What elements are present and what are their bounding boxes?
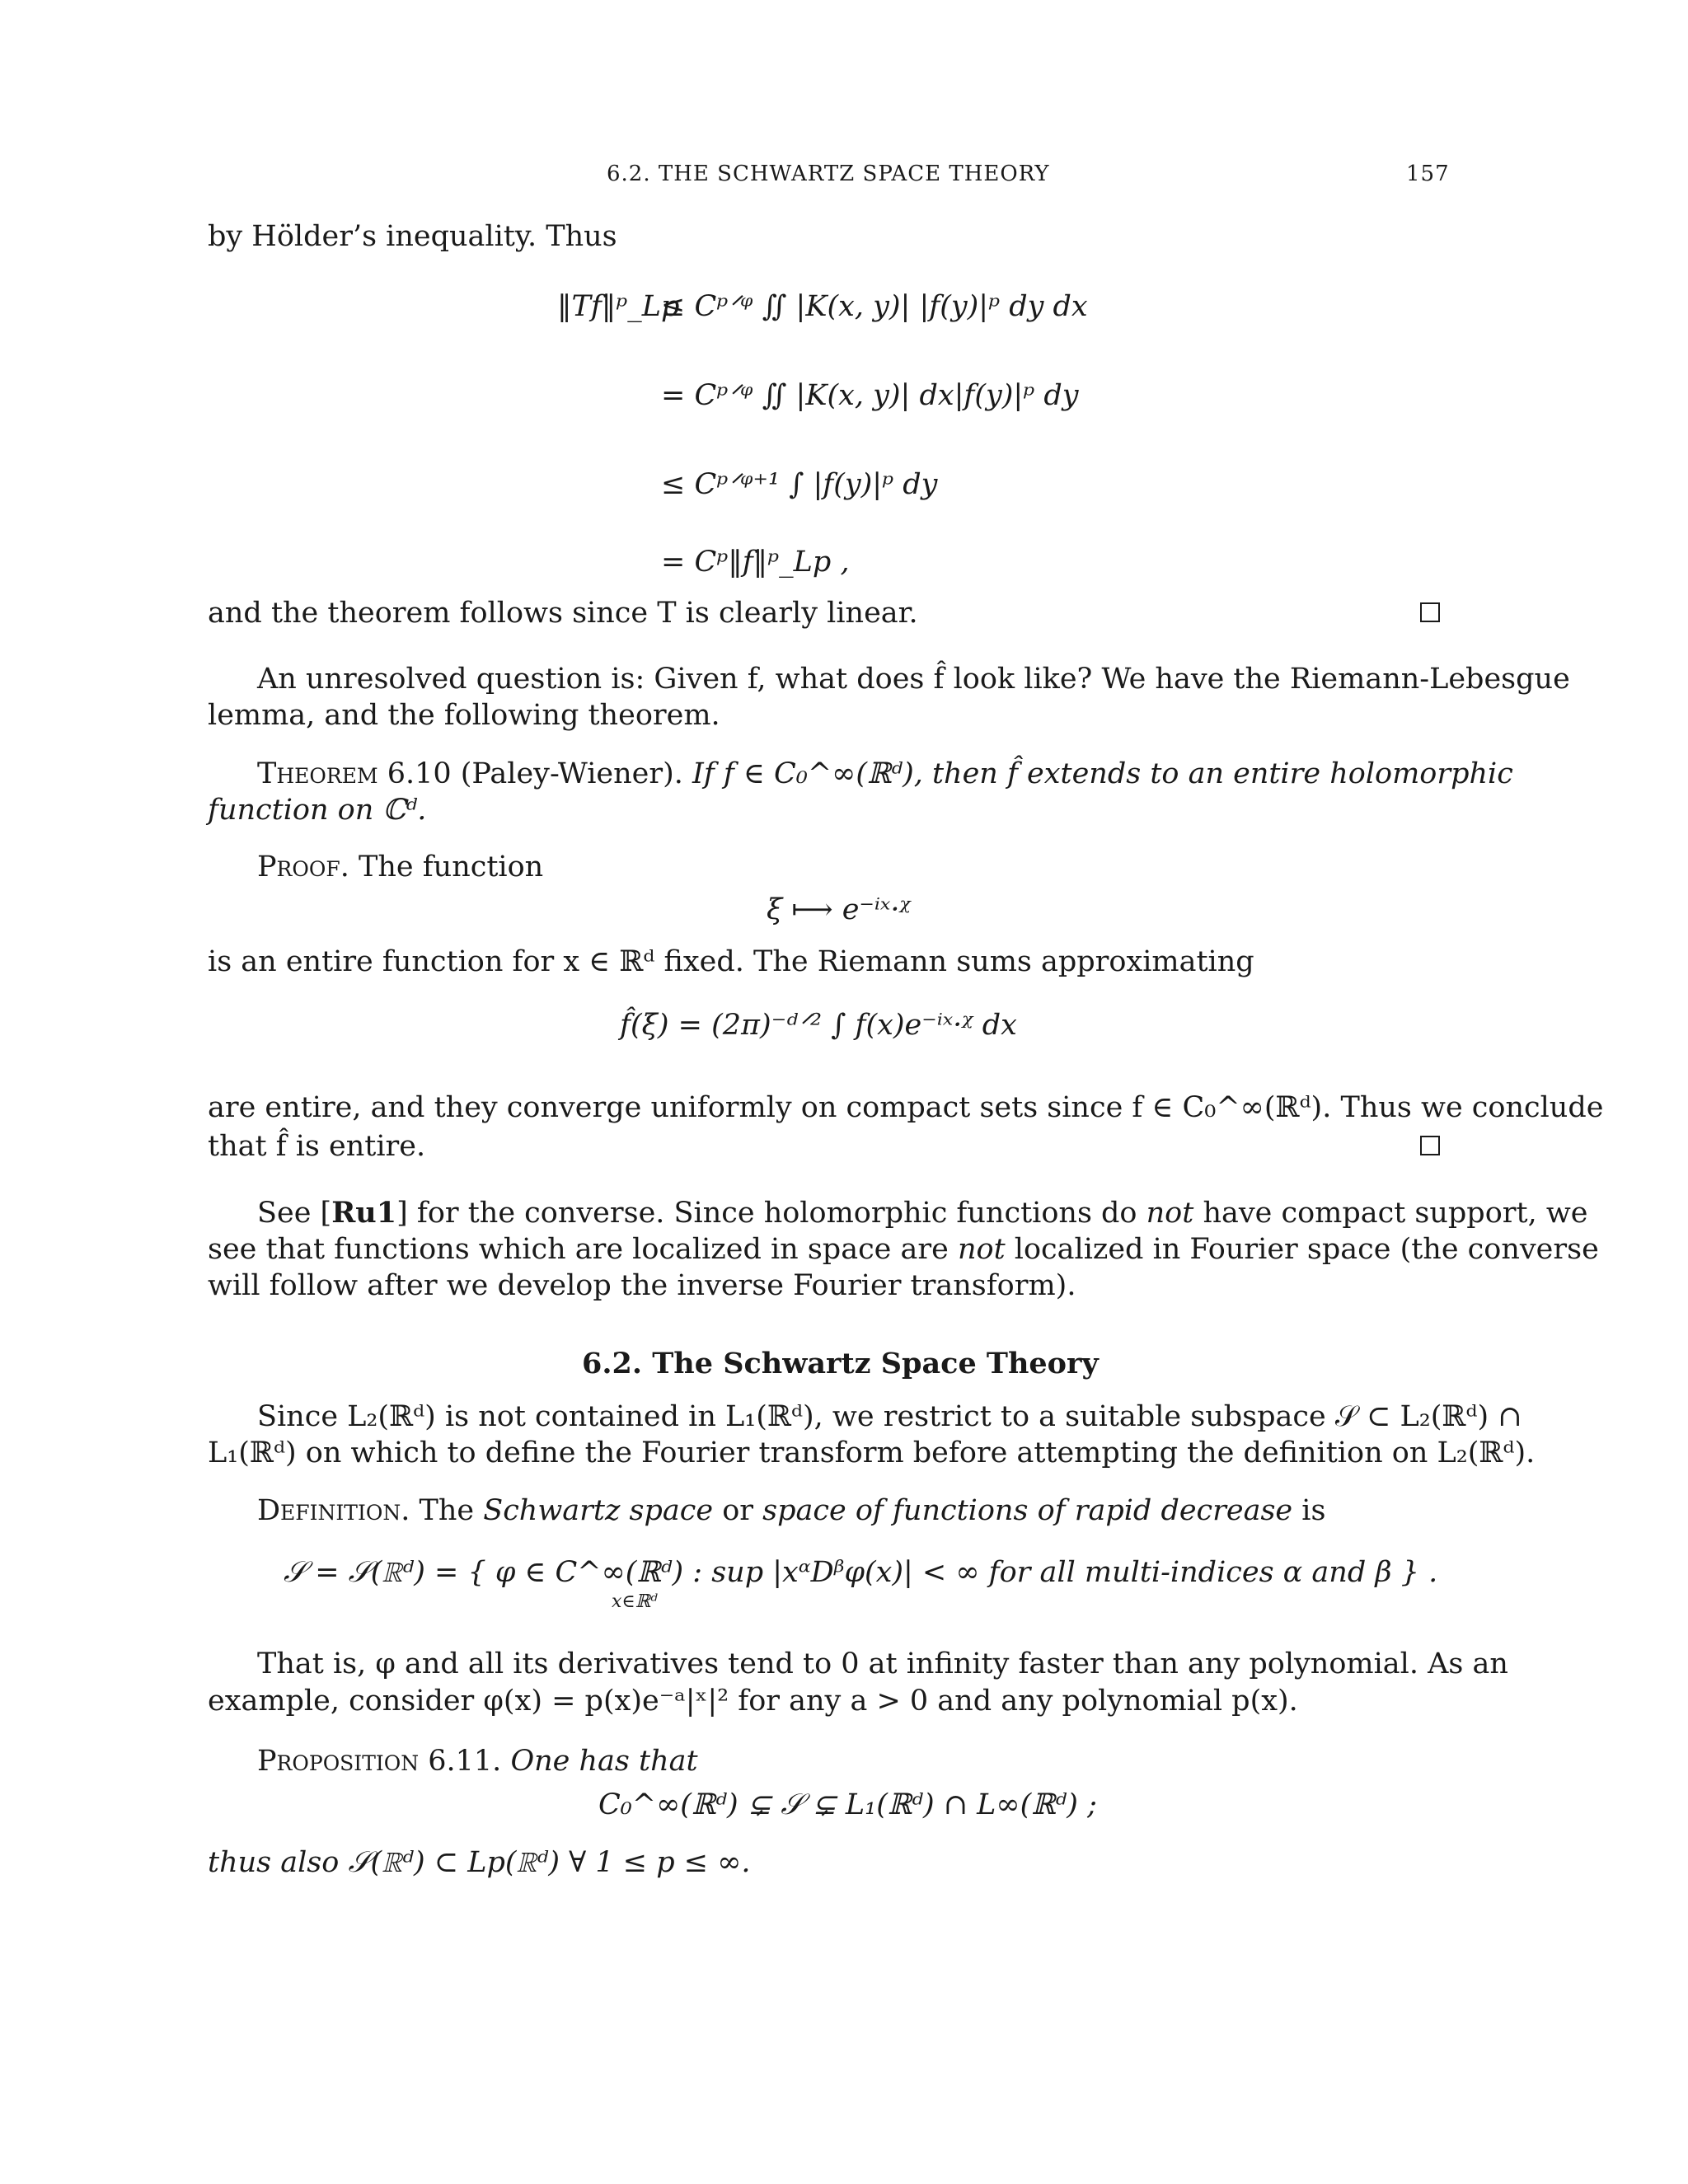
map-equation: ξ ⟼ e⁻ⁱˣ·ᵡ <box>767 893 911 926</box>
theorem-follows-line: and the theorem follows since T is clearly linear. <box>208 597 918 630</box>
since-line-1: Since L₂(ℝᵈ) is not contained in L₁(ℝᵈ), we restrict to a suitable subspace 𝒮 ⊂ L₂(ℝᵈ) ∩ <box>257 1400 1522 1433</box>
definition-pre: The <box>419 1494 484 1527</box>
citation-ru1: Ru1 <box>331 1196 397 1230</box>
converse-mid: ] for the converse. Since holomorphic functions do <box>396 1197 1146 1230</box>
holder-eq-rhs-3: ≤ Cᵖᐟᵠ⁺¹ ∫ |f(y)|ᵖ dy <box>661 468 938 501</box>
holder-eq-rhs-2: = Cᵖᐟᵠ ∬ |K(x, y)| dx|f(y)|ᵖ dy <box>661 379 1079 412</box>
holder-eq-rhs-4: = Cᵖ‖f‖ᵖ_Lp , <box>661 546 850 579</box>
converse-line2-pre: see that functions which are localized in space are <box>208 1233 958 1266</box>
theorem-label: Theorem 6.10 <box>257 757 452 790</box>
holder-intro: by Hölder’s inequality. Thus <box>208 220 617 253</box>
question-line-2: lemma, and the following theorem. <box>208 699 720 732</box>
holder-eq-rhs-1: ≤ Cᵖᐟᵠ ∬ |K(x, y)| |f(y)|ᵖ dy dx <box>661 290 1088 323</box>
sup-subscript: x∈ℝᵈ <box>612 1591 658 1612</box>
emphasis-not-1: not <box>1146 1197 1194 1230</box>
converse-line-1 <box>257 1195 1588 1231</box>
term-rapid-decrease: space of functions of rapid decrease <box>762 1494 1293 1527</box>
theorem-statement-2: function on ℂᵈ. <box>208 794 427 827</box>
since-line-2: L₁(ℝᵈ) on which to define the Fourier transform before attempting the definition on L₂(ℝᵈ). <box>208 1436 1536 1469</box>
thus-also-line: thus also 𝒮(ℝᵈ) ⊂ Lp(ℝᵈ) ∀ 1 ≤ p ≤ ∞. <box>208 1846 751 1879</box>
converse-line2-post: localized in Fourier space (the converse <box>1005 1233 1599 1266</box>
running-header: 6.2. THE SCHWARTZ SPACE THEORY <box>607 162 1050 186</box>
theorem-6-10-line-1 <box>257 756 1513 792</box>
term-schwartz-space: Schwartz space <box>483 1494 714 1527</box>
converge-line-2: that f̂ is entire. <box>208 1130 426 1163</box>
proof-intro-line <box>257 849 543 885</box>
theorem-name: (Paley-Wiener). <box>460 757 683 790</box>
fourier-transform-equation: f̂(ξ) = (2π)⁻ᵈᐟ² ∫ f(x)e⁻ⁱˣ·ᵡ dx <box>620 1009 1017 1042</box>
holder-eq-lhs-1: ‖Tf‖ᵖ_Lp <box>557 290 680 323</box>
that-is-line-1: That is, φ and all its derivatives tend to 0 at infinity faster than any polynomial. As an <box>257 1647 1508 1680</box>
proof-label: Proof. <box>257 851 349 883</box>
converse-pre: See [ <box>257 1197 332 1230</box>
definition-label: Definition. <box>257 1494 410 1527</box>
proposition-label: Proposition 6.11. <box>257 1745 502 1778</box>
converse-line-3: will follow after we develop the inverse Fourier transform). <box>208 1269 1076 1302</box>
definition-line <box>257 1493 1325 1529</box>
inclusion-equation: C₀^∞(ℝᵈ) ⊊ 𝒮 ⊊ L₁(ℝᵈ) ∩ L∞(ℝᵈ) ; <box>598 1788 1097 1821</box>
qed-box-2 <box>1420 1136 1440 1155</box>
converse-post: have compact support, we <box>1193 1197 1588 1230</box>
emphasis-not-2: not <box>957 1233 1006 1266</box>
proposition-line <box>257 1743 698 1779</box>
definition-post: is <box>1292 1494 1326 1527</box>
that-is-line-2: example, consider φ(x) = p(x)e⁻ᵃ|ˣ|² for any a > 0 and any polynomial p(x). <box>208 1685 1298 1718</box>
page-number: 157 <box>1406 162 1450 186</box>
qed-box-1 <box>1420 602 1440 622</box>
theorem-statement-1: If f ∈ C₀^∞(ℝᵈ), then f̂ extends to an entire holomorphic <box>692 757 1513 790</box>
proof-intro: The function <box>358 851 544 883</box>
converse-line-2 <box>208 1231 1599 1268</box>
schwartz-space-equation: 𝒮 = 𝒮(ℝᵈ) = { φ ∈ C^∞(ℝᵈ) : sup |xᵅDᵝφ(x)| < ∞ for all multi-indices α and β } . <box>284 1556 1438 1589</box>
proposition-statement: One has that <box>510 1745 698 1778</box>
definition-mid: or <box>713 1494 763 1527</box>
section-title: 6.2. The Schwartz Space Theory <box>582 1347 1099 1380</box>
question-line-1: An unresolved question is: Given f, what does f̂ look like? We have the Riemann-Lebesgue <box>257 663 1570 696</box>
converge-line-1: are entire, and they converge uniformly on compact sets since f ∈ C₀^∞(ℝᵈ). Thus we conclude <box>208 1091 1604 1124</box>
entire-function-line: is an entire function for x ∈ ℝᵈ fixed. The Riemann sums approximating <box>208 945 1254 978</box>
